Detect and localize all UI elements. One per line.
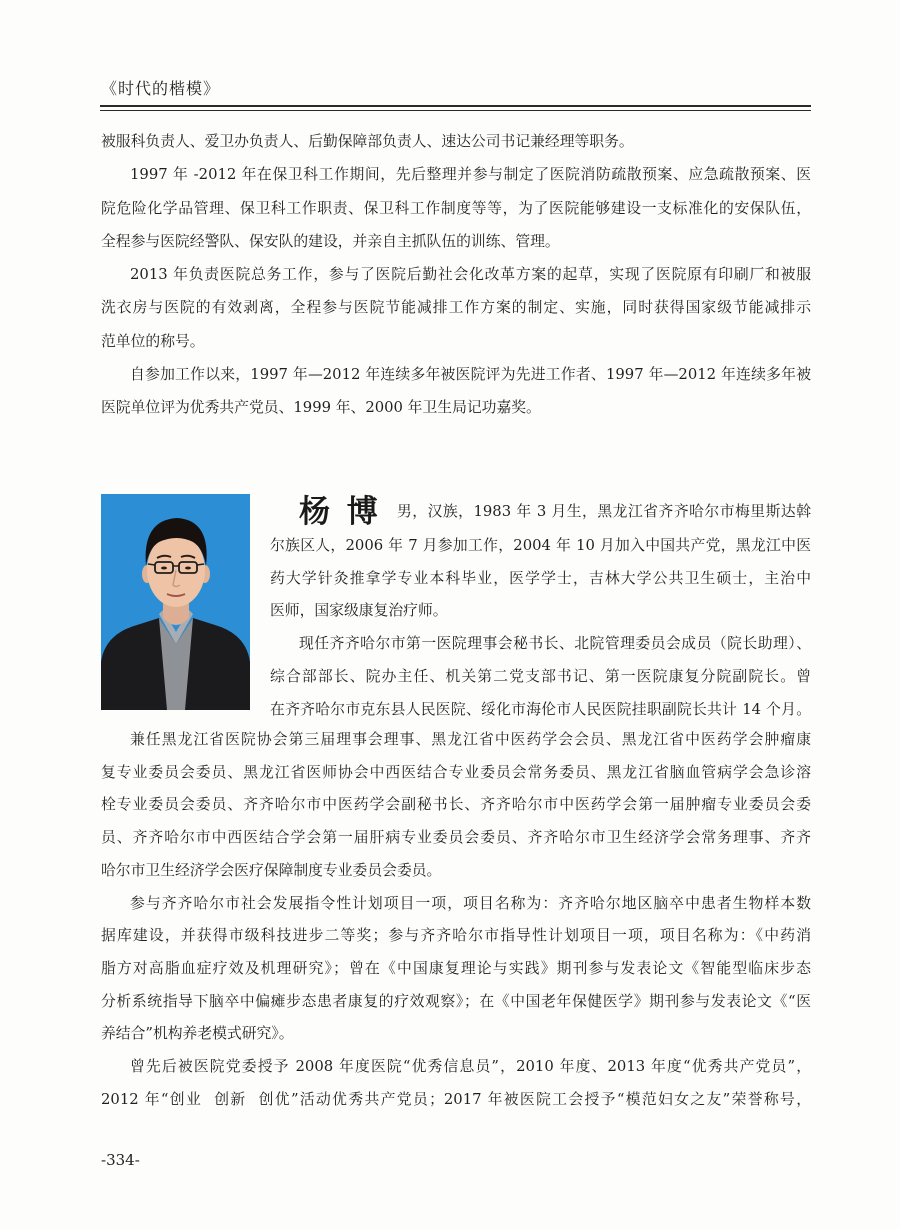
text-line: 药大学针灸推拿学专业本科毕业，医学学士，吉林大学公共卫生硕士，主治中 <box>270 569 811 587</box>
right-eye <box>185 567 191 570</box>
text-line: 据库建设，并获得市级科技进步二等奖；参与齐齐哈尔市指导性计划项目一项，项目名称为：《中药消 <box>101 927 811 945</box>
text-line: 参与齐齐哈尔市社会发展指令性计划项目一项，项目名称为：齐齐哈尔地区脑卒中患者生物样本数 <box>130 894 811 912</box>
text-line: 兼任黑龙江省医院协会第三届理事会理事、黑龙江省中医药学会会员、黑龙江省中医药学会肿瘤康 <box>130 731 811 748</box>
text-line: 被服科负责人、爱卫办负责人、后勤保障部负责人、速达公司书记兼经理等职务。 <box>101 133 634 150</box>
text-line: 尔族区人，2006 年 7 月参加工作，2004 年 10 月加入中国共产党，黑龙江中医 <box>270 537 811 554</box>
header-rule <box>100 105 811 107</box>
text-line: 范单位的称号。 <box>101 332 205 350</box>
text-line: 栓专业委员会委员、齐齐哈尔市中医药学会副秘书长、齐齐哈尔市中医药学会第一届肿瘤专业委员会委 <box>101 796 811 814</box>
paragraph-memberships <box>101 724 811 888</box>
text-line: 2013 年负责医院总务工作，参与了医院后勤社会化改革方案的起草，实现了医院原有印刷厂和被服 <box>130 266 811 284</box>
name-row <box>270 494 811 530</box>
header-rule-thin <box>100 110 811 111</box>
paragraph <box>270 530 811 628</box>
text-line: 医师，国家级康复治疗师。 <box>270 602 448 620</box>
portrait-photo <box>101 494 250 710</box>
person-name: 杨 博 <box>299 494 381 530</box>
text-line: 复专业委员会委员、黑龙江省医师协会中西医结合专业委员会常务委员、黑龙江省脑血管病学会急诊溶 <box>101 763 811 781</box>
text-line: 洗衣房与医院的有效剥离，全程参与医院节能减排工作方案的制定、实施，同时获得国家级节能减排示 <box>101 299 811 317</box>
profile-body <box>101 724 811 1116</box>
text-line: 全程参与医院经警队、保安队的建设，并亲自主抓队伍的训练、管理。 <box>101 232 560 250</box>
running-header: 《时代的楷模》 <box>101 79 221 98</box>
text-line: 分析系统指导下脑卒中偏瘫步态患者康复的疗效观察》；在《中国老年保健医学》期刊参与发表论文《“医 <box>101 992 811 1010</box>
text-line: 2012 年“创业 创新 创优”活动优秀共产党员；2017 年被医院工会授予“模范妇女之友”荣誉称号， <box>101 1090 811 1108</box>
text-line: 哈尔市卫生经济学会医疗保障制度专业委员会委员。 <box>101 861 442 879</box>
left-eye <box>161 567 167 570</box>
text-line: 男，汉族，1983 年 3 月生，黑龙江省齐齐哈尔市梅里斯达斡 <box>397 503 811 520</box>
text-line: 曾先后被医院党委授予 2008 年度医院“优秀信息员”，2010 年度、2013 年度“优秀共产党员”， <box>130 1058 811 1076</box>
text-line: 院危险化学品管理、保卫科工作职责、保卫科工作制度等等，为了医院能够建设一支标准化的安保队伍， <box>101 199 811 217</box>
text-line: 综合部部长、院办主任、机关第二党支部书记、第一医院康复分院副院长。曾 <box>270 667 811 685</box>
text-line: 在齐齐哈尔市克东县人民医院、绥化市海伦市人民医院挂职副院长共计 14 个月。 <box>270 700 811 718</box>
continued-text <box>101 125 811 425</box>
paragraph <box>101 125 811 158</box>
text-line: 医院单位评为优秀共产党员、1999 年、2000 年卫生局记功嘉奖。 <box>101 399 541 417</box>
paragraph <box>101 158 811 258</box>
paragraph <box>270 628 811 726</box>
text-line: 自参加工作以来，1997 年—2012 年连续多年被医院评为先进工作者、1997 年—2012 年连续多年被 <box>130 366 811 384</box>
text-line: 员、齐齐哈尔市中西医结合学会第一届肝病专业委员会委员、齐齐哈尔市卫生经济学会常务理事、齐齐 <box>101 829 811 847</box>
profile-intro <box>270 494 811 726</box>
text-line: 养结合”机构养老模式研究》。 <box>101 1025 294 1043</box>
page-number: -334- <box>101 1151 140 1169</box>
paragraph-honors <box>101 1051 811 1116</box>
paragraph <box>101 358 811 425</box>
paragraph-research <box>101 888 811 1052</box>
text-line: 脂方对高脂血症疗效及机理研究》；曾在《中国康复理论与实践》期刊参与发表论文《智能型临床步态 <box>101 959 811 977</box>
text-line: 现任齐齐哈尔市第一医院理事会秘书长、北院管理委员会成员（院长助理）、 <box>299 635 811 653</box>
paragraph <box>101 258 811 358</box>
text-line: 1997 年 -2012 年在保卫科工作期间，先后整理并参与制定了医院消防疏散预案、应急疏散预案、医 <box>130 166 811 184</box>
